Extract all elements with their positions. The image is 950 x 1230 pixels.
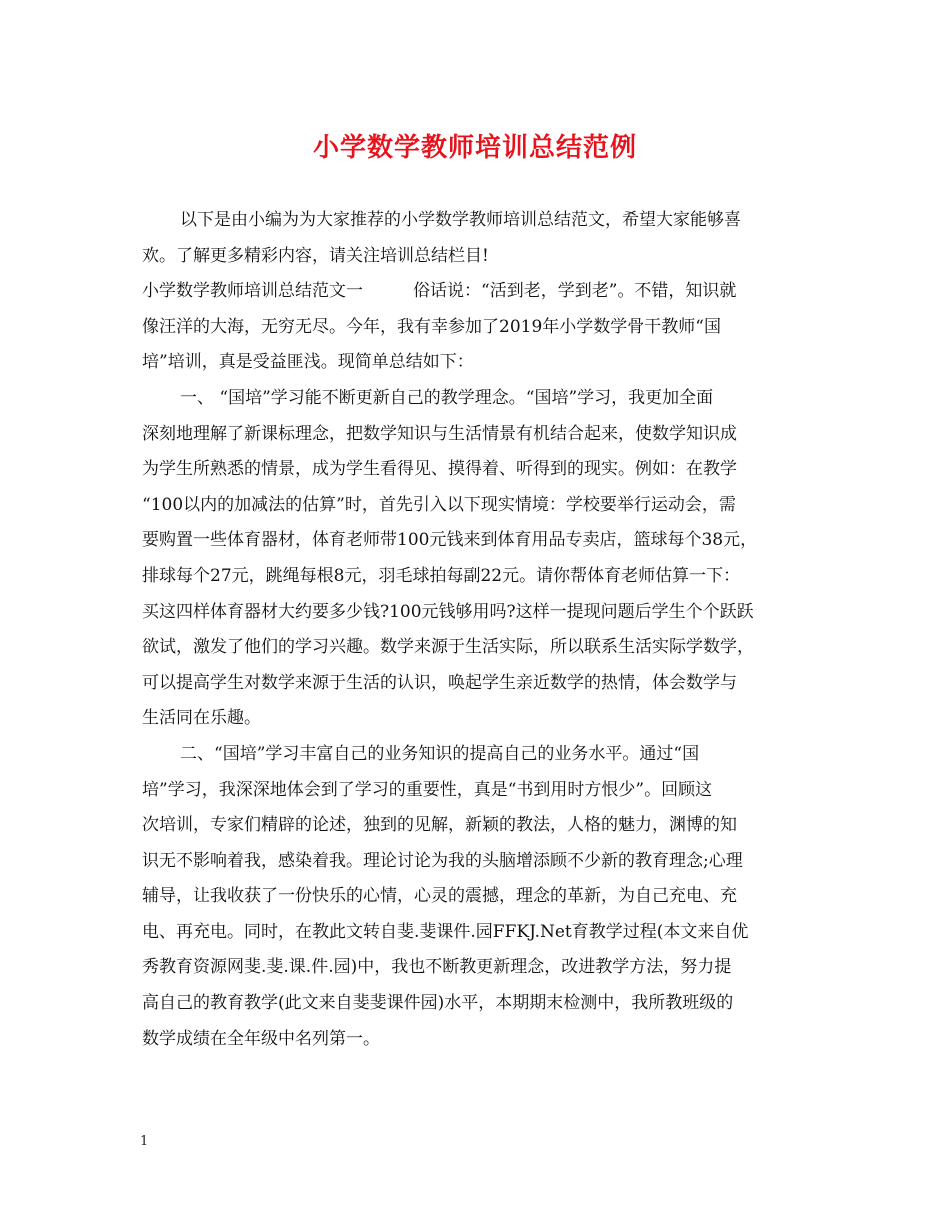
text-line: “100以内的加减法的估算”时，首先引入以下现实情境：学校要举行运动会，需 (142, 494, 736, 515)
text-line: 像汪洋的大海，无穷无尽。今年，我有幸参加了2019年小学数学骨干教师“国 (142, 316, 721, 337)
text-line: 欲试，激发了他们的学习兴趣。数学来源于生活实际，所以联系生活实际学数学， (142, 637, 754, 658)
text-line: 为学生所熟悉的情景，成为学生看得见、摸得着、听得到的现实。例如：在教学 (142, 459, 737, 480)
text-line: 电、再充电。同时，在教此文转自斐.斐课件.园FFKJ.Net育教学过程(本文来自优 (142, 921, 749, 942)
text-line: 买这四样体育器材大约要多少钱?100元钱够用吗?这样一提现问题后学生个个跃跃 (142, 601, 754, 622)
text-line: 二、“国培”学习丰富自己的业务知识的提高自己的业务水平。通过“国 (180, 743, 700, 764)
text-line: 一、 “国培”学习能不断更新自己的教学理念。“国培”学习，我更加全面 (180, 387, 714, 408)
text-line: 次培训，专家们精辟的论述，独到的见解，新颖的教法，人格的魅力，渊博的知 (142, 815, 737, 836)
text-line: 生活同在乐趣。 (142, 708, 261, 729)
text-line: 欢。了解更多精彩内容，请关注培训总结栏目! (142, 245, 489, 266)
page-number: 1 (140, 1134, 149, 1149)
text-fragment: 俗话说：“活到老，学到老”。不错，知识就 (413, 281, 737, 302)
document-body (142, 203, 810, 1057)
text-line: 高自己的教育教学(此文来自斐斐课件园)水平，本期期末检测中，我所教班级的 (142, 993, 734, 1014)
text-line: 辅导，让我收获了一份快乐的心情，心灵的震撼，理念的革新，为自己充电、充 (142, 886, 737, 907)
text-line: 秀教育资源网斐.斐.课.件.园)中，我也不断教更新理念，改进教学方法，努力提 (142, 957, 732, 978)
text-line: 要购置一些体育器材，体育老师带100元钱来到体育用品专卖店，篮球每个38元， (142, 530, 758, 551)
text-line: 培”培训，真是受益匪浅。现简单总结如下： (142, 352, 474, 373)
text-line: 数学成绩在全年级中名列第一。 (142, 1028, 380, 1049)
text-line: 排球每个27元，跳绳每根8元，羽毛球拍每副22元。请你帮体育老师估算一下： (142, 565, 741, 586)
text-line: 深刻地理解了新课标理念，把数学知识与生活情景有机结合起来，使数学知识成 (142, 423, 737, 444)
text-line: 以下是由小编为为大家推荐的小学数学教师培训总结范文，希望大家能够喜 (180, 210, 741, 230)
text-line-with-heading (142, 274, 810, 310)
text-line: 可以提高学生对数学来源于生活的认识，唤起学生亲近数学的热情，体会数学与 (142, 672, 737, 693)
text-line: 识无不影响着我，感染着我。理论讨论为我的头脑增添顾不少新的教育理念;心理 (142, 850, 743, 871)
text-line: 培”学习，我深深地体会到了学习的重要性，真是“书到用时方恨少”。回顾这 (142, 779, 713, 800)
document-title: 小学数学教师培训总结范例 (312, 133, 637, 163)
section-heading: 小学数学教师培训总结范文一 (142, 281, 363, 302)
